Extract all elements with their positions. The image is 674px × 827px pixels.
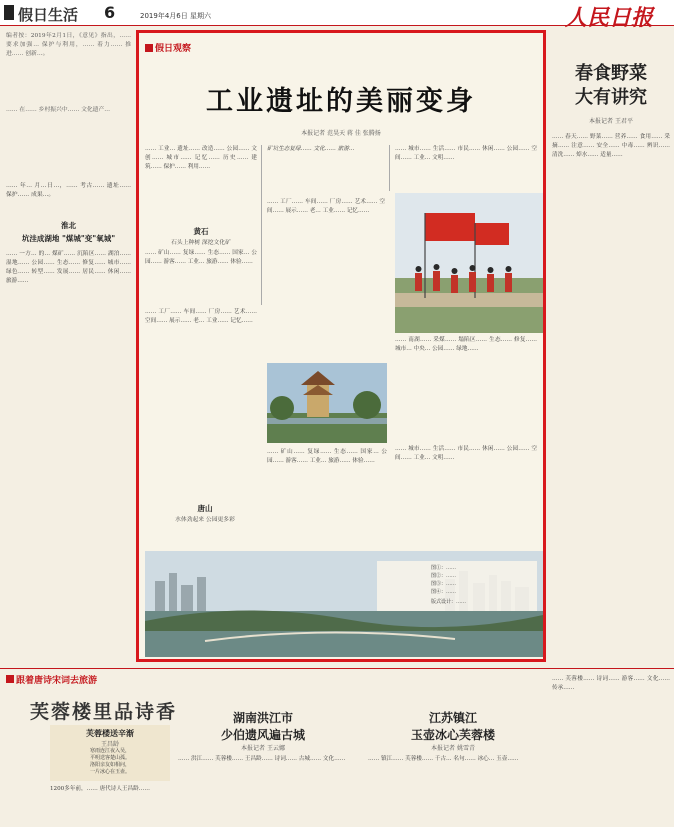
box-hongjiang (178, 709, 348, 824)
editor-note: 编者按：2019年2月1日，《意见》指出，…… 要求加强… 保护与利用，…… 着力…… 推进…… 创新…。 (6, 33, 131, 57)
subhead-huangshi: 黄石 (193, 227, 209, 236)
feature-column-3-top: …… 城市…… 生活…… 市民…… 休闲…… 公园…… 空间…… 工业… 文明…… (395, 146, 537, 161)
left-column (6, 32, 131, 644)
panorama-caption-1: 图①：…… (431, 565, 457, 571)
panorama-caption-4: 图④：…… (431, 589, 457, 595)
masthead (0, 0, 674, 31)
box2-byline: 本报记者 姚雪青 (431, 745, 475, 752)
right-body: …… 春天…… 野菜…… 营养…… 食用…… 采摘…… 注意…… 安全…… 中毒…… 辨识…… 清洗…… 焯水…… 适量…… (552, 134, 670, 158)
subhead-tangshan: 唐山 (197, 504, 213, 513)
poem-line-3: 洛阳亲友如相问， (89, 762, 130, 768)
feature-quote: 矿坑生态复绿…… 文化…… 旅游… (267, 146, 355, 152)
right-headline-line-2: 大有讲究 (575, 87, 647, 108)
pavilion-photo (267, 363, 387, 443)
panorama-caption-3: 图③：…… (431, 581, 457, 587)
box1-byline: 本报记者 王云娜 (241, 745, 285, 752)
box1-title: 湖南洪江市 (232, 711, 293, 725)
feature-column-5: …… 矿山…… 复绿…… 生态…… 国家… 公园…… 游客…… 工业… 旅游…… 体验…… (267, 449, 387, 464)
feature-column-1b: …… 矿山…… 复绿…… 生态…… 国家… 公园…… 游客…… 工业… 旅游…… 体验…… (145, 250, 257, 265)
feature-column-3: …… 南湖…… 采煤…… 塌陷区…… 生态…… 修复…… 城市… 中央… 公园…… 绿地…… (395, 337, 537, 352)
tag-square-icon (145, 44, 153, 52)
box2-body: …… 镇江…… 芙蓉楼…… 千古… 名句…… 冰心… 玉壶…… (368, 756, 519, 762)
people-daily-logo (565, 1, 670, 31)
bottom-tag-label: 跟着唐诗宋词去旅游 (16, 676, 98, 686)
bottom-tag (6, 673, 97, 686)
poem-line-4: 一片冰心在玉壶。 (89, 769, 130, 775)
runners-photo (395, 193, 543, 333)
feature-column-6: …… 城市…… 生活…… 市民…… 休闲…… 公园…… 空间…… 工业… 文明…… (395, 446, 537, 461)
right-byline: 本报记者 王君平 (589, 118, 633, 125)
box-zhenjiang (368, 709, 538, 824)
right-headline-line-1: 春食野菜 (575, 63, 647, 84)
box1-body: …… 洪江…… 芙蓉楼…… 王昌龄…… 诗词…… 古城…… 文化…… (178, 756, 346, 762)
logo-text: 人民日报 (565, 5, 654, 31)
section-marker (4, 5, 14, 20)
page-number: 6 (104, 3, 116, 22)
poem-author: 王昌龄 (100, 741, 119, 748)
poem-headline: 芙蓉楼里品诗香 (30, 701, 178, 723)
right-column (552, 32, 670, 642)
box2-subtitle: 玉壶冰心芙蓉楼 (410, 728, 495, 742)
feature-column-1: …… 工业… 遗址…… 改造…… 公园…… 文创…… 城市…… 记忆…… 历史…… 建筑…… 保护…… 利用…… (145, 146, 257, 170)
poem-line-2: 平明送客楚山孤。 (89, 755, 130, 761)
section-subhead-huaibei: 淮北 (61, 221, 76, 230)
intro-paragraph: …… 年… 月…日…，…… 考古…… 遗址…… 保护…… 成果…。 (6, 183, 131, 198)
subhead-huangshi-title: 石头上种树 深挖文化矿 (171, 240, 231, 246)
column-rule (389, 145, 390, 191)
issue-date: 2019年4月6日 星期六 (140, 12, 211, 20)
lead-paragraph: …… 在…… 乡村振兴中…… 文化遗产… (6, 107, 111, 113)
poem-box (50, 725, 170, 781)
bottom-section (0, 668, 674, 827)
feature-box (136, 30, 546, 662)
feature-column-4: …… 工厂…… 车间…… 厂房…… 艺术…… 空间…… 展示…… 老… 工业…… 记忆…… (145, 309, 257, 324)
section-title: 假日生活 (18, 6, 79, 24)
feature-byline: 本报记者 范昊天 蒋 佳 张腾扬 (301, 130, 381, 137)
article-body-left: …… 一方… 的… 煤矿…… 沉陷区…… 湖泊…… 湿地…… 公园…… 生态…… 修复…… 城市…… 绿色…… 转型…… 发展…… 居民…… 休闲…… 旅游…… (6, 251, 131, 284)
tag-square-icon (6, 675, 14, 683)
box1-subtitle: 少伯遗风遍古城 (220, 728, 305, 742)
poem-line-1: 寒雨连江夜入吴， (89, 748, 130, 754)
box2-title: 江苏镇江 (428, 711, 477, 725)
subhead-tangshan-title: 水体劲起来 公园更多彩 (175, 517, 235, 523)
column-rule (261, 145, 262, 305)
feature-column-2: …… 工厂…… 车间…… 厂房…… 艺术…… 空间…… 展示…… 老… 工业…… 记忆…… (267, 199, 385, 214)
panorama-caption-2: 图②：…… (431, 573, 457, 579)
feature-tag-label: 假日观察 (155, 44, 192, 54)
feature-headline: 工业遗址的美丽变身 (206, 86, 476, 117)
feature-tag (145, 41, 191, 54)
poem-note: 1200多年前，…… 唐代诗人王昌龄…… (50, 786, 150, 792)
bottom-right-body: …… 芙蓉楼…… 诗词…… 游客…… 文化…… 传承…… (552, 676, 670, 691)
panorama-credit: 版式设计：…… (431, 599, 467, 605)
section-subhead-huaibei-title: 坑洼成湖地 "煤城"变"氧城" (21, 234, 116, 243)
poem-box-title: 芙蓉楼送辛渐 (86, 729, 134, 738)
